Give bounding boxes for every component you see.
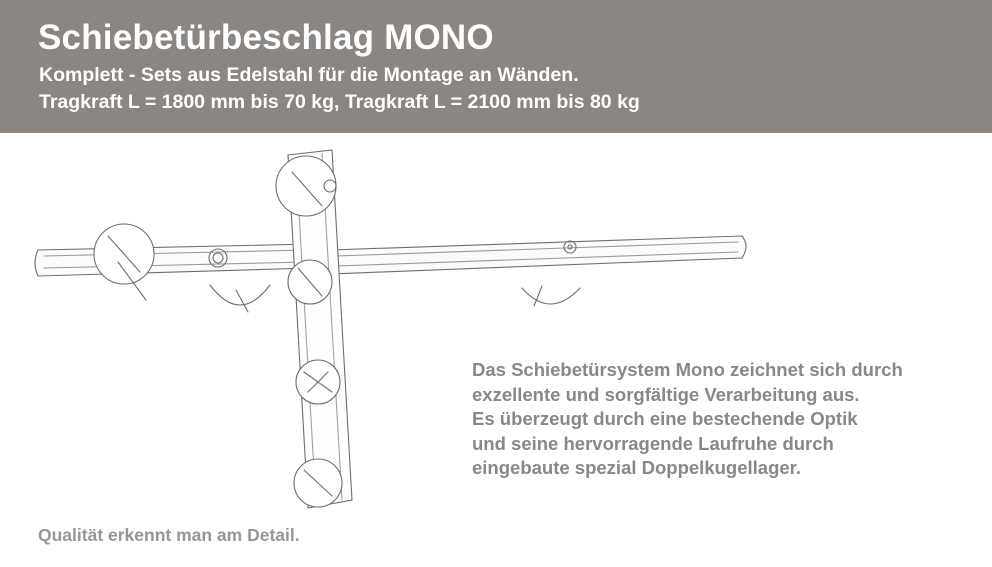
description-line: eingebaute spezial Doppelkugellager. (472, 457, 801, 478)
description-line: exzellente und sorgfältige Verarbeitung aus. (472, 383, 860, 405)
page-title: Schiebetürbeschlag MONO (38, 18, 494, 57)
header-banner (0, 0, 992, 133)
description-line: Das Schiebetürsystem Mono zeichnet sich durch (472, 359, 903, 380)
description (472, 358, 982, 481)
subtitle-line-2: Tragkraft L = 1800 mm bis 70 kg, Tragkraft L = 2100 mm bis 80 kg (39, 91, 640, 113)
description-line: und seine hervorragende Laufruhe durch (472, 432, 834, 454)
description-line: Es überzeugt durch eine bestechende Optik (472, 408, 858, 429)
sliding-door-hardware-sketch-icon (0, 133, 992, 567)
quality-tagline: Qualität erkennt man am Detail. (38, 525, 300, 545)
subtitle-line-1: Komplett - Sets aus Edelstahl für die Montage an Wänden. (39, 64, 579, 86)
